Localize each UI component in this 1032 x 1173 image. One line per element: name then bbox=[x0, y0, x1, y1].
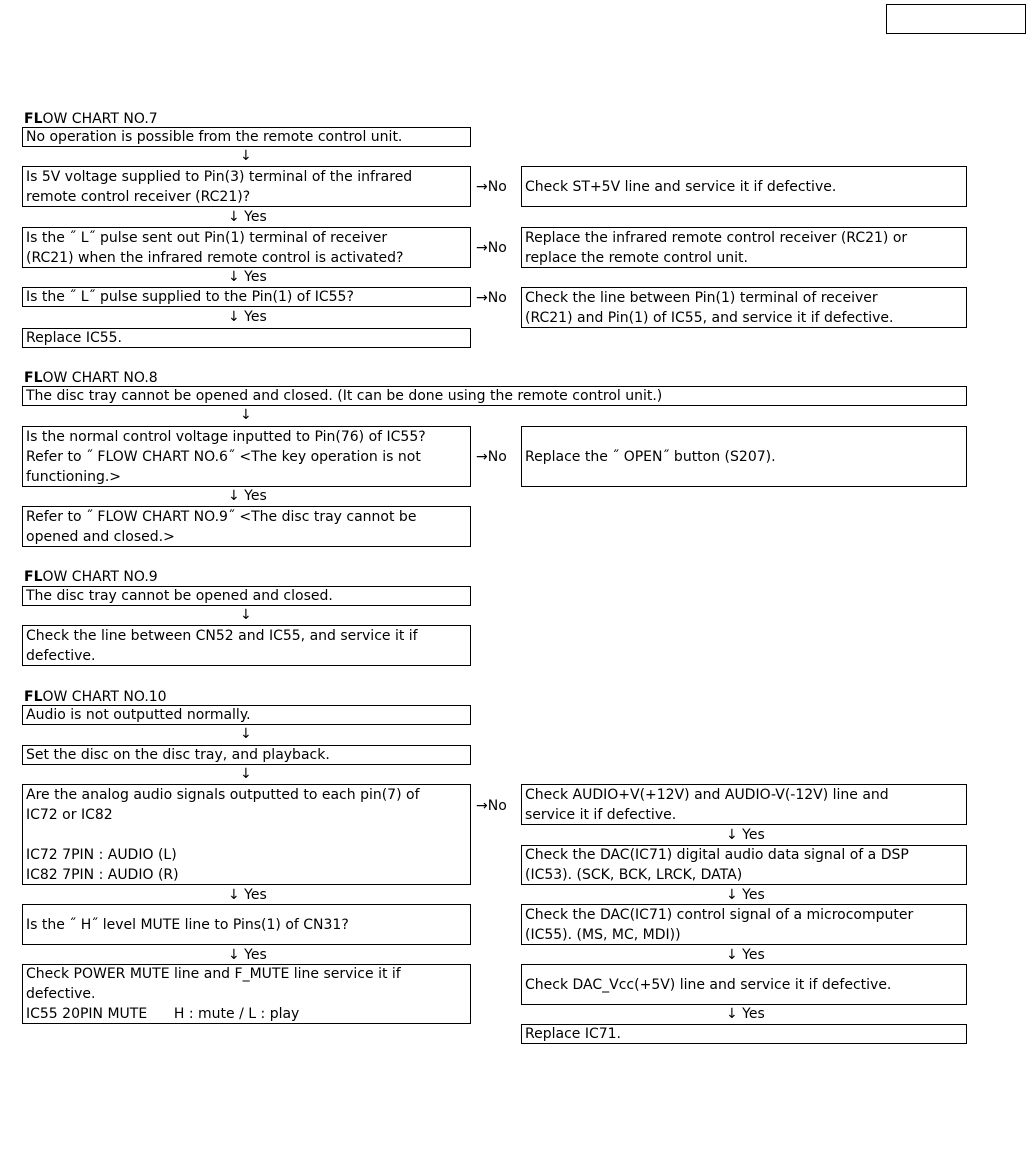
chart10-right-1: Check AUDIO+V(+12V) and AUDIO-V(-12V) line and service it if defective. bbox=[521, 784, 967, 825]
chart10-yes-2: ↓ Yes bbox=[228, 947, 267, 963]
chart7-question-1: Is 5V voltage supplied to Pin(3) terminal of the infrared remote control receiver (RC21)? bbox=[22, 166, 471, 207]
chart9-start-box: The disc tray cannot be opened and closed. bbox=[22, 586, 471, 606]
chart8-end-box: Refer to ˝ FLOW CHART NO.9˝ <The disc tray cannot be opened and closed.> bbox=[22, 506, 471, 547]
chart10-right-3: Check the DAC(IC71) control signal of a microcomputer (IC55). (MS, MC, MDI)) bbox=[521, 904, 967, 945]
chart7-arrow-1: ↓ bbox=[240, 148, 252, 164]
chart8-question-1: Is the normal control voltage inputted to Pin(76) of IC55? Refer to ˝ FLOW CHART NO.6˝ <The key operation is not functioning.> bbox=[22, 426, 471, 487]
chart7-question-2: Is the ˝ L˝ pulse sent out Pin(1) terminal of receiver (RC21) when the infrared remote control is activated? bbox=[22, 227, 471, 268]
chart10-title: FLOW CHART NO.10 bbox=[24, 689, 167, 705]
chart8-arrow-1: ↓ bbox=[240, 407, 252, 423]
chart7-title: FLOW CHART NO.7 bbox=[24, 111, 158, 127]
chart7-yes-1: ↓ Yes bbox=[228, 209, 267, 225]
chart8-answer-1: Replace the ˝ OPEN˝ button (S207). bbox=[521, 426, 967, 487]
chart10-yes-1: ↓ Yes bbox=[228, 887, 267, 903]
chart10-arrow-1: ↓ bbox=[240, 726, 252, 742]
chart9-arrow-1: ↓ bbox=[240, 607, 252, 623]
chart9-title: FLOW CHART NO.9 bbox=[24, 569, 158, 585]
chart10-right-yes-1: ↓ Yes bbox=[726, 827, 765, 843]
chart10-no-1: →No bbox=[476, 798, 507, 814]
chart7-no-3: →No bbox=[476, 290, 507, 306]
chart10-question-1: Are the analog audio signals outputted to each pin(7) of IC72 or IC82 IC72 7PIN : AUDIO (L) IC82 7PIN : AUDIO (R) bbox=[22, 784, 471, 885]
chart8-no-1: →No bbox=[476, 449, 507, 465]
chart8-start-box: The disc tray cannot be opened and closed. (It can be done using the remote control unit.) bbox=[22, 386, 967, 406]
chart7-answer-2: Replace the infrared remote control receiver (RC21) or replace the remote control unit. bbox=[521, 227, 967, 268]
chart10-question-2: Is the ˝ H˝ level MUTE line to Pins(1) of CN31? bbox=[22, 904, 471, 945]
chart10-start-box: Audio is not outputted normally. bbox=[22, 705, 471, 725]
chart7-start-box: No operation is possible from the remote control unit. bbox=[22, 127, 471, 147]
chart10-right-end: Replace IC71. bbox=[521, 1024, 967, 1044]
chart10-step-1: Set the disc on the disc tray, and playback. bbox=[22, 745, 471, 765]
chart9-end-box: Check the line between CN52 and IC55, and service it if defective. bbox=[22, 625, 471, 666]
chart7-question-3: Is the ˝ L˝ pulse supplied to the Pin(1) of IC55? bbox=[22, 287, 471, 307]
chart10-right-2: Check the DAC(IC71) digital audio data signal of a DSP (IC53). (SCK, BCK, LRCK, DATA) bbox=[521, 845, 967, 885]
chart8-title: FLOW CHART NO.8 bbox=[24, 370, 158, 386]
chart7-yes-2: ↓ Yes bbox=[228, 269, 267, 285]
chart7-answer-3: Check the line between Pin(1) terminal of receiver (RC21) and Pin(1) of IC55, and service it if defective. bbox=[521, 287, 967, 328]
chart7-yes-3: ↓ Yes bbox=[228, 309, 267, 325]
chart10-right-yes-3: ↓ Yes bbox=[726, 947, 765, 963]
chart10-right-4: Check DAC_Vcc(+5V) line and service it if defective. bbox=[521, 964, 967, 1005]
chart8-yes-1: ↓ Yes bbox=[228, 488, 267, 504]
chart10-right-yes-2: ↓ Yes bbox=[726, 887, 765, 903]
chart10-arrow-2: ↓ bbox=[240, 766, 252, 782]
chart7-no-1: →No bbox=[476, 179, 507, 195]
chart10-right-yes-4: ↓ Yes bbox=[726, 1006, 765, 1022]
chart7-end-box: Replace IC55. bbox=[22, 328, 471, 348]
page-number-box bbox=[886, 4, 1026, 34]
chart7-answer-1: Check ST+5V line and service it if defective. bbox=[521, 166, 967, 207]
chart7-no-2: →No bbox=[476, 240, 507, 256]
chart10-end-box: Check POWER MUTE line and F_MUTE line service it if defective. IC55 20PIN MUTE H : mute / L : play bbox=[22, 964, 471, 1024]
